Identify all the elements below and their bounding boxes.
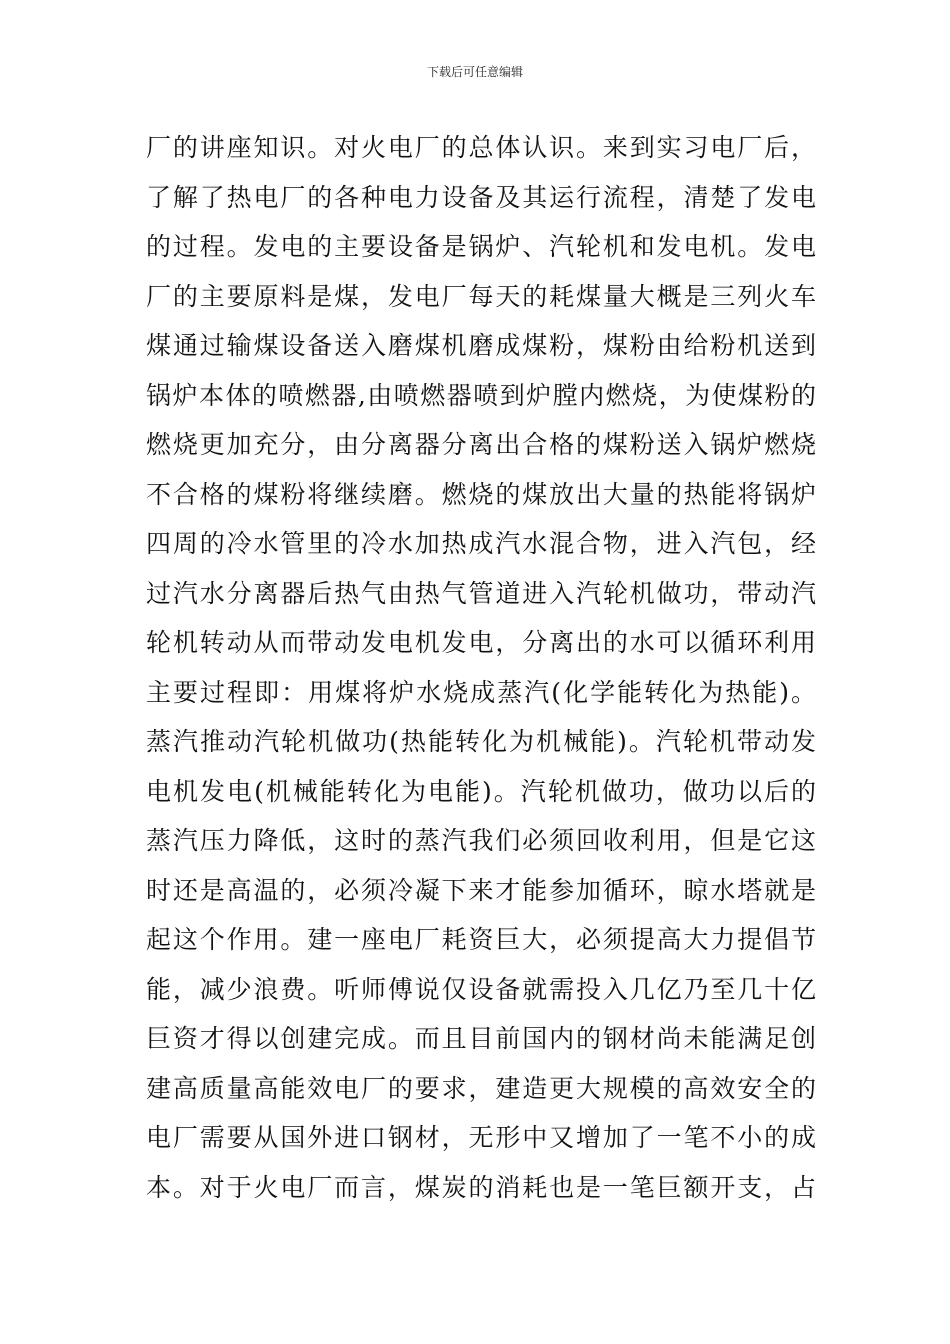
text-line: 厂的讲座知识。对火电厂的总体认识。来到实习电厂后，	[146, 133, 816, 162]
text-line: 电机发电(机械能转化为电能)。汽轮机做功，做功以后的	[146, 776, 816, 806]
text-line: 燃烧更加充分，由分离器分离出合格的煤粉送入锅炉燃烧	[146, 430, 816, 459]
text-line: 建高质量高能效电厂的要求，建造更大规模的高效安全的	[146, 1073, 816, 1103]
text-line: 巨资才得以创建完成。而且目前国内的钢材尚未能满足创	[146, 1024, 816, 1053]
text-line: 不合格的煤粉将继续磨。燃烧的煤放出大量的热能将锅炉	[146, 479, 816, 509]
text-line: 锅炉本体的喷燃器,由喷燃器喷到炉膛内燃烧，为使煤粉的	[146, 380, 816, 410]
text-line: 主要过程即：用煤将炉水烧成蒸汽(化学能转化为热能)。	[146, 677, 816, 707]
text-line: 能，减少浪费。听师傅说仅设备就需投入几亿乃至几十亿	[146, 974, 816, 1004]
text-line: 蒸汽压力降低，这时的蒸汽我们必须回收利用，但是它这	[146, 826, 816, 855]
document-body	[146, 123, 816, 1212]
text-line: 蒸汽推动汽轮机做功(热能转化为机械能)。汽轮机带动发	[146, 727, 816, 756]
text-line: 煤通过输煤设备送入磨煤机磨成煤粉，煤粉由给粉机送到	[146, 331, 816, 360]
text-line: 厂的主要原料是煤，发电厂每天的耗煤量大概是三列火车	[146, 281, 816, 311]
page-header: 下载后可任意编辑	[426, 65, 523, 79]
text-line: 轮机转动从而带动发电机发电，分离出的水可以循环利用	[146, 628, 816, 657]
text-line: 时还是高温的，必须冷凝下来才能参加循环，晾水塔就是	[146, 875, 816, 905]
text-line: 四周的冷水管里的冷水加热成汽水混合物，进入汽包，经	[146, 529, 816, 558]
text-line: 过汽水分离器后热气由热气管道进入汽轮机做功，带动汽	[146, 578, 816, 608]
text-line: 了解了热电厂的各种电力设备及其运行流程，清楚了发电	[146, 182, 816, 212]
text-line: 本。对于火电厂而言，煤炭的消耗也是一笔巨额开支，占	[146, 1172, 816, 1202]
text-line: 起这个作用。建一座电厂耗资巨大，必须提高大力提倡节	[146, 925, 816, 954]
text-line: 电厂需要从国外进口钢材，无形中又增加了一笔不小的成	[146, 1123, 816, 1152]
text-line: 的过程。发电的主要设备是锅炉、汽轮机和发电机。发电	[146, 232, 816, 261]
